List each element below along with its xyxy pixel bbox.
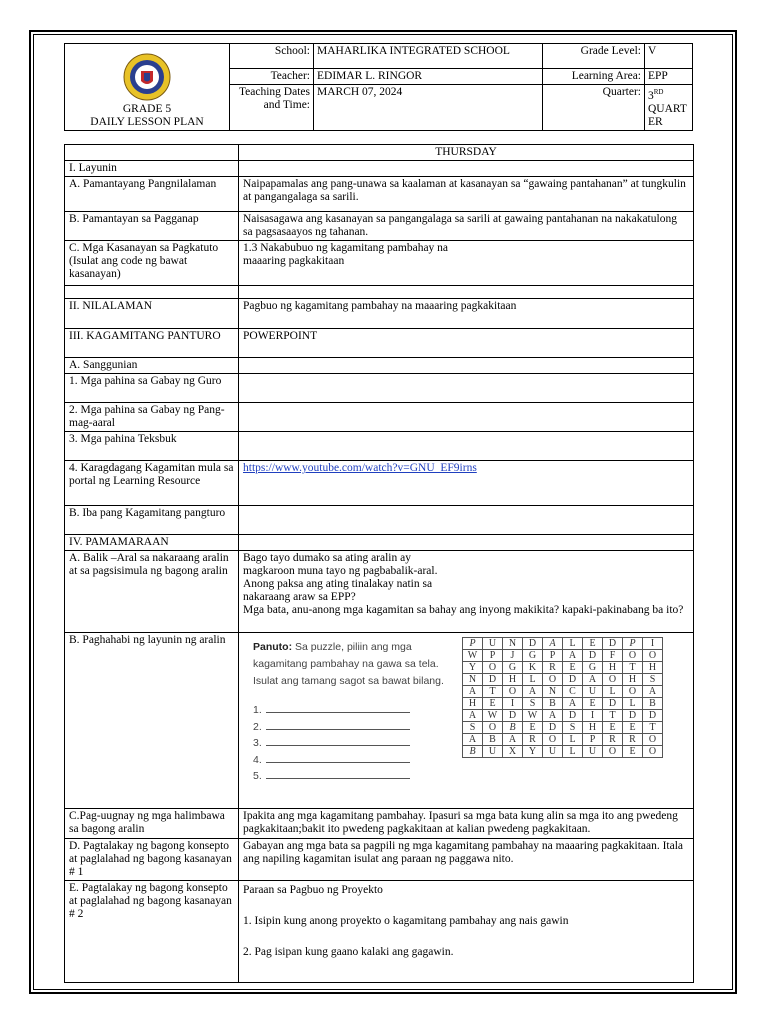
grid-letter: N bbox=[543, 686, 563, 698]
grid-letter: E bbox=[623, 746, 643, 758]
grid-letter: H bbox=[503, 674, 523, 686]
grade-title: GRADE 5 bbox=[122, 102, 172, 115]
grid-letter: H bbox=[623, 674, 643, 686]
grid-letter: O bbox=[483, 662, 503, 674]
grid-letter: A bbox=[503, 734, 523, 746]
grid-letter: E bbox=[483, 698, 503, 710]
grid-letter: T bbox=[623, 662, 643, 674]
grid-letter: D bbox=[483, 674, 503, 686]
grid-letter: R bbox=[543, 662, 563, 674]
grid-letter: A bbox=[563, 650, 583, 662]
pag-uugnay-label: C.Pag-uugnay ng mga halimbawa sa bagong aralin bbox=[65, 809, 239, 839]
grid-letter: D bbox=[643, 710, 663, 722]
day-heading: THURSDAY bbox=[239, 145, 694, 161]
teacher-label: Teacher: bbox=[230, 69, 314, 85]
gabay-mag-aaral-label: 2. Mga pahina sa Gabay ng Pang-mag-aaral bbox=[65, 403, 239, 432]
grid-letter: K bbox=[523, 662, 543, 674]
grid-letter: S bbox=[523, 698, 543, 710]
grid-letter: O bbox=[603, 674, 623, 686]
balik-line1: Bago tayo dumako sa ating aralin ay bbox=[243, 552, 411, 564]
gabay-guro-label: 1. Mga pahina sa Gabay ng Guro bbox=[65, 374, 239, 403]
grid-letter: B bbox=[643, 698, 663, 710]
grid-letter: R bbox=[623, 734, 643, 746]
grid-letter: F bbox=[603, 650, 623, 662]
grid-letter: L bbox=[523, 674, 543, 686]
grid-letter: Y bbox=[523, 746, 543, 758]
grid-letter: T bbox=[603, 710, 623, 722]
grid-letter: P bbox=[583, 734, 603, 746]
lesson-plan-title: DAILY LESSON PLAN bbox=[90, 115, 204, 128]
grid-letter: O bbox=[503, 686, 523, 698]
grid-letter: O bbox=[603, 746, 623, 758]
balik-line5: Mga bata, anu-anong mga kagamitan sa bahay ang inyong makikita? kapaki-pakinabang ba ito? bbox=[243, 604, 684, 616]
school-value: MAHARLIKA INTEGRATED SCHOOL bbox=[314, 44, 543, 69]
word-search-grid bbox=[462, 637, 663, 758]
paghahabi-label: B. Paghahabi ng layunin ng aralin bbox=[65, 633, 239, 809]
grid-letter: A bbox=[643, 686, 663, 698]
grid-letter: N bbox=[463, 674, 483, 686]
grid-letter: C bbox=[563, 686, 583, 698]
grid-letter: L bbox=[563, 746, 583, 758]
grid-letter: S bbox=[643, 674, 663, 686]
grid-letter: R bbox=[603, 734, 623, 746]
grid-letter: L bbox=[623, 698, 643, 710]
grid-letter: U bbox=[583, 746, 603, 758]
grid-letter: D bbox=[603, 638, 623, 650]
grid-letter: U bbox=[483, 638, 503, 650]
grid-letter: O bbox=[643, 650, 663, 662]
grid-letter: I bbox=[583, 710, 603, 722]
iba-pang-kagamitan-label: B. Iba pang Kagamitang pangturo bbox=[65, 506, 239, 535]
quarter-value bbox=[645, 85, 693, 131]
grid-letter: W bbox=[523, 710, 543, 722]
layunin-heading: I. Layunin bbox=[65, 161, 239, 177]
balik-aral-label: A. Balik –Aral sa nakaraang aralin at sa pagsisimula ng bagong aralin bbox=[65, 551, 239, 633]
answer-line: 4. bbox=[253, 752, 410, 769]
grid-letter: A bbox=[563, 698, 583, 710]
kasanayan-label: C. Mga Kasanayan sa Pagkatuto (Isulat ang code ng bawat kasanayan) bbox=[65, 241, 239, 286]
balik-line3: Anong paksa ang ating tinalakay natin sa bbox=[243, 578, 433, 590]
dates-value: MARCH 07, 2024 bbox=[314, 85, 543, 131]
grid-letter: L bbox=[563, 734, 583, 746]
grid-letter: O bbox=[623, 686, 643, 698]
kagamitang-panturo-label: III. KAGAMITANG PANTURO bbox=[65, 329, 239, 358]
puzzle-cell bbox=[239, 633, 694, 809]
grid-letter: T bbox=[643, 722, 663, 734]
kagamitang-panturo-value: POWERPOINT bbox=[239, 329, 694, 358]
grid-letter: A bbox=[463, 734, 483, 746]
puzzle-instructions bbox=[253, 639, 463, 690]
grid-letter: B bbox=[543, 698, 563, 710]
grid-letter: E bbox=[583, 638, 603, 650]
grid-letter: P bbox=[483, 650, 503, 662]
grid-letter: J bbox=[503, 650, 523, 662]
grid-letter: D bbox=[623, 710, 643, 722]
quarter-label: Quarter: bbox=[543, 85, 645, 131]
grid-letter: O bbox=[643, 746, 663, 758]
pamantayang-pangnilalaman-value: Naipapamalas ang pang-unawa sa kaalaman at kasanayan sa “gawaing pantahanan” at tungkulin at pangangalaga sa sarili. bbox=[239, 177, 694, 212]
grid-letter: D bbox=[563, 710, 583, 722]
kasanayan-line1: 1.3 Nakabubuo ng kagamitang pambahay na bbox=[243, 242, 449, 254]
grid-letter: D bbox=[603, 698, 623, 710]
grid-letter: H bbox=[463, 698, 483, 710]
pamantayan-pagganap-label: B. Pamantayan sa Pagganap bbox=[65, 212, 239, 241]
paraan-step-1: 1. Isipin kung anong proyekto o kagamitang pambahay ang nais gawin bbox=[243, 915, 569, 927]
answer-blanks bbox=[253, 702, 410, 785]
grid-letter: L bbox=[603, 686, 623, 698]
grid-letter: U bbox=[483, 746, 503, 758]
grid-letter: A bbox=[583, 674, 603, 686]
grid-letter: O bbox=[483, 722, 503, 734]
youtube-link[interactable]: https://www.youtube.com/watch?v=GNU_EF9irns bbox=[243, 462, 477, 474]
grid-letter: H bbox=[583, 722, 603, 734]
pamantayang-pangnilalaman-label: A. Pamantayang Pangnilalaman bbox=[65, 177, 239, 212]
grid-letter: I bbox=[643, 638, 663, 650]
karagdagang-kagamitan-label: 4. Karagdagang Kagamitan mula sa portal ng Learning Resource bbox=[65, 461, 239, 506]
learning-area-value: EPP bbox=[645, 69, 693, 85]
grid-letter: B bbox=[503, 722, 523, 734]
grade-level-label: Grade Level: bbox=[543, 44, 645, 69]
grid-letter: E bbox=[603, 722, 623, 734]
pagtalakay-1-value: Gabayan ang mga bata sa pagpili ng mga kagamitang pambahay na maaaring pagkakitaan. Itala ang napiling kagamitan isulat ang paraan ng paggawa nito. bbox=[239, 839, 694, 881]
grid-letter: A bbox=[463, 686, 483, 698]
grid-letter: S bbox=[563, 722, 583, 734]
lesson-table bbox=[64, 144, 694, 983]
panuto-text: Sa puzzle, piliin ang mga kagamitang pambahay na gawa sa tela. Isulat ang tamang sagot sa bawat bilang. bbox=[253, 641, 444, 687]
answer-line: 3. bbox=[253, 735, 410, 752]
grid-letter: E bbox=[623, 722, 643, 734]
grid-letter: A bbox=[543, 638, 563, 650]
kasanayan-value bbox=[239, 241, 694, 286]
grid-letter: A bbox=[463, 710, 483, 722]
grid-letter: B bbox=[463, 746, 483, 758]
grid-letter: P bbox=[623, 638, 643, 650]
pagtalakay-2-label: E. Pagtalakay ng bagong konsepto at paglalahad ng bagong kasanayan # 2 bbox=[65, 881, 239, 983]
sanggunian-label: A. Sanggunian bbox=[65, 358, 239, 374]
nilalaman-label: II. NILALAMAN bbox=[65, 299, 239, 329]
grid-letter: I bbox=[503, 698, 523, 710]
balik-aral-value bbox=[239, 551, 694, 633]
grid-letter: W bbox=[463, 650, 483, 662]
grid-letter: G bbox=[583, 662, 603, 674]
grid-letter: W bbox=[483, 710, 503, 722]
grid-letter: G bbox=[503, 662, 523, 674]
quarter-word: QUARTER bbox=[648, 102, 687, 128]
answer-line: 1. bbox=[253, 702, 410, 719]
grid-letter: H bbox=[643, 662, 663, 674]
learning-area-label: Learning Area: bbox=[543, 69, 645, 85]
empty-cell bbox=[65, 145, 239, 161]
grid-letter: U bbox=[583, 686, 603, 698]
grid-letter: E bbox=[563, 662, 583, 674]
pagtalakay-2-value bbox=[239, 881, 694, 983]
grid-letter: O bbox=[543, 734, 563, 746]
grid-letter: N bbox=[503, 638, 523, 650]
panuto-label: Panuto: bbox=[253, 641, 293, 653]
paraan-title: Paraan sa Pagbuo ng Proyekto bbox=[243, 884, 383, 896]
pag-uugnay-value: Ipakita ang mga kagamitang pambahay. Ipasuri sa mga bata kung alin sa mga ito ang pwedeng pagkakitaan;bakit ito pwedeng pagkakitaan at kalian pwedeng pagkakitaan. bbox=[239, 809, 694, 839]
grid-letter: Y bbox=[463, 662, 483, 674]
kasanayan-line2: maaaring pagkakitaan bbox=[243, 255, 345, 267]
nilalaman-value: Pagbuo ng kagamitang pambahay na maaaring pagkakitaan bbox=[239, 299, 694, 329]
grid-letter: P bbox=[543, 650, 563, 662]
grid-letter: O bbox=[543, 674, 563, 686]
pagtalakay-1-label: D. Pagtalakay ng bagong konsepto at paglalahad ng bagong kasanayan # 1 bbox=[65, 839, 239, 881]
paraan-step-2: 2. Pag isipan kung gaano kalaki ang gagawin. bbox=[243, 946, 454, 958]
puzzle-image bbox=[239, 633, 693, 783]
deped-seal-icon bbox=[111, 53, 183, 101]
grid-letter: G bbox=[523, 650, 543, 662]
grid-letter: E bbox=[523, 722, 543, 734]
pamamaraan-heading: IV. PAMAMARAAN bbox=[65, 535, 239, 551]
dates-label: Teaching Dates and Time: bbox=[230, 85, 314, 131]
grid-letter: D bbox=[543, 722, 563, 734]
header-table bbox=[64, 43, 693, 131]
balik-line4: nakaraang araw sa EPP? bbox=[243, 591, 356, 603]
grid-letter: A bbox=[543, 710, 563, 722]
grid-letter: X bbox=[503, 746, 523, 758]
quarter-number: 3 bbox=[648, 89, 654, 102]
grade-level-value: V bbox=[645, 44, 693, 69]
grid-letter: P bbox=[463, 638, 483, 650]
logo-title-cell bbox=[65, 44, 230, 131]
grid-letter: L bbox=[563, 638, 583, 650]
teacher-value: EDIMAR L. RINGOR bbox=[314, 69, 543, 85]
teksbuk-label: 3. Mga pahina Teksbuk bbox=[65, 432, 239, 461]
grid-letter: T bbox=[483, 686, 503, 698]
grid-letter: E bbox=[583, 698, 603, 710]
grid-letter: H bbox=[603, 662, 623, 674]
grid-letter: R bbox=[523, 734, 543, 746]
grid-letter: D bbox=[563, 674, 583, 686]
grid-letter: D bbox=[523, 638, 543, 650]
grid-letter: D bbox=[503, 710, 523, 722]
grid-letter: A bbox=[523, 686, 543, 698]
quarter-suffix: RD bbox=[653, 88, 664, 96]
grid-letter: S bbox=[463, 722, 483, 734]
balik-line2: magkaroon muna tayo ng pagbabalik-aral. bbox=[243, 565, 438, 577]
grid-letter: B bbox=[483, 734, 503, 746]
school-label: School: bbox=[230, 44, 314, 69]
answer-line: 2. bbox=[253, 719, 410, 736]
grid-letter: U bbox=[543, 746, 563, 758]
grid-letter: D bbox=[583, 650, 603, 662]
grid-letter: O bbox=[623, 650, 643, 662]
pamantayan-pagganap-value: Naisasagawa ang kasanayan sa pangangalaga sa sarili at gawaing pantahanan na nakakatulong sa pagsasaayos ng tahanan. bbox=[239, 212, 694, 241]
answer-line: 5. bbox=[253, 768, 410, 785]
grid-letter: O bbox=[643, 734, 663, 746]
